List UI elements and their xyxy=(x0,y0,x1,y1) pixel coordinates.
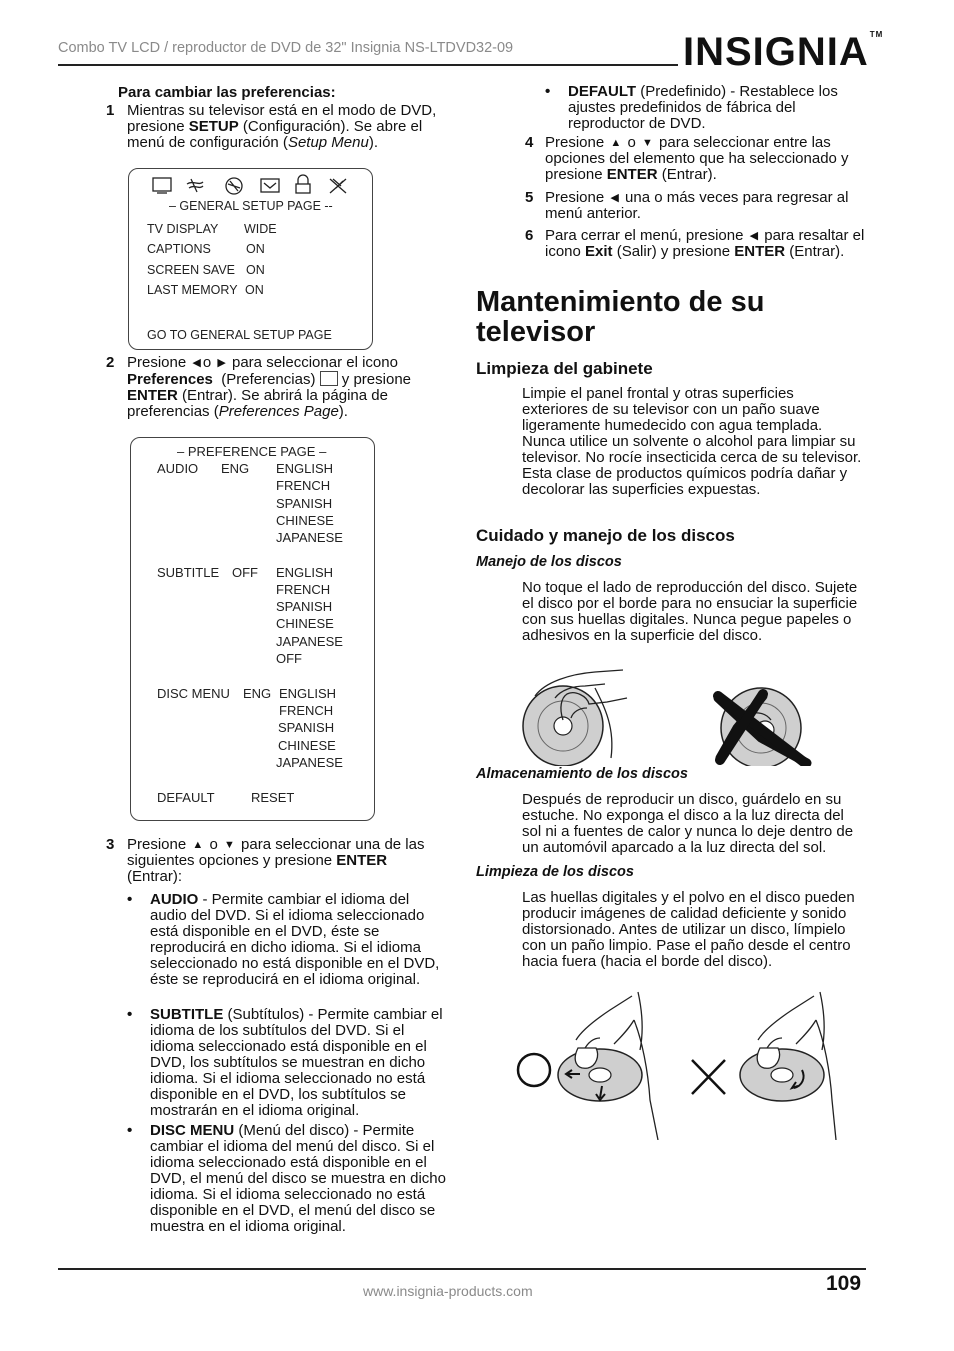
subsection-title: Cuidado y manejo de los discos xyxy=(476,526,735,545)
setup-row-label: CAPTIONS xyxy=(147,242,211,256)
default-label: DEFAULT xyxy=(157,790,215,805)
subtitle-option: CHINESE xyxy=(276,616,334,631)
preferences-icon xyxy=(320,371,338,386)
pref-menu-title: – PREFERENCE PAGE – xyxy=(177,444,327,459)
disc-menu-option: ENGLISH xyxy=(279,686,337,701)
audio-option: ENGLISH xyxy=(276,461,334,476)
disc-menu-option: FRENCH xyxy=(279,703,334,718)
sub-subsection-title: Almacenamiento de los discos xyxy=(476,766,688,782)
disc-menu-label: DISC MENU xyxy=(157,686,230,701)
setup-menu-icons xyxy=(147,174,352,198)
step-number: 3 xyxy=(106,836,115,853)
subtitle-value: OFF xyxy=(232,565,258,580)
step-number: 6 xyxy=(525,227,534,244)
step-number: 5 xyxy=(525,189,534,206)
bullet-text: AUDIO - Permite cambiar el idioma del audio del DVD. Si el idioma seleccionado está disponible en el DVD, éste se reproducirá en dicho idioma. Si el idioma seleccionado no está disponible en el DVD, éste se reproducirá en el idioma original. xyxy=(150,891,440,988)
left-arrow-icon: ◀ xyxy=(192,357,201,369)
footer-rule xyxy=(58,1268,866,1270)
page-number: 109 xyxy=(826,1272,862,1295)
setup-row-value: ON xyxy=(246,242,265,256)
step-text: Presione ◀ una o más veces para regresar al menú anterior. xyxy=(545,189,849,222)
preference-menu xyxy=(130,437,375,821)
disc-menu-option: JAPANESE xyxy=(276,755,343,770)
default-value: RESET xyxy=(251,790,295,805)
down-arrow-icon: ▼ xyxy=(641,137,653,149)
footer-url: www.insignia-products.com xyxy=(363,1283,533,1299)
step-number: 1 xyxy=(106,102,115,119)
audio-label: AUDIO xyxy=(157,461,199,476)
disc-cleaning-illustration xyxy=(510,990,840,1140)
audio-option: CHINESE xyxy=(276,513,334,528)
disc-menu-value: ENG xyxy=(243,686,272,701)
subtitle-option: SPANISH xyxy=(276,599,333,614)
disc-menu-option: SPANISH xyxy=(278,720,335,735)
paragraph: No toque el lado de reproducción del disco. Sujete el disco por el borde para no ensuciar la superficie con sus huellas digitales. Nunca pegue papeles o adhesivos en la superficie del disco. xyxy=(522,579,858,644)
header-rule xyxy=(58,64,678,66)
paragraph: Después de reproducir un disco, guárdelo en su estuche. No exponga el disco a la luz directa del sol ni a fuentes de calor y nunca lo deje dentro de un automóvil aparcado a la luz directa del sol. xyxy=(522,791,854,856)
right-arrow-icon: ▶ xyxy=(217,357,226,369)
setup-row-value: WIDE xyxy=(244,222,277,236)
bullet-text: SUBTITLE (Subtítulos) - Permite cambiar el idioma de los subtítulos del DVD. Si el idioma seleccionado está disponible en el DVD, los subtítulos se muestran en dicho idioma. Si el idioma seleccionado no está disponible en el DVD, los subtítulos se mostrarán en el idioma original. xyxy=(150,1006,443,1119)
up-arrow-icon: ▲ xyxy=(192,839,204,851)
setup-row-label: LAST MEMORY xyxy=(147,283,238,297)
sub-subsection-title: Manejo de los discos xyxy=(476,554,622,570)
step-text: Mientras su televisor está en el modo de DVD, presione SETUP (Configuración). Se abre el menú de configuración (Setup Menu). xyxy=(127,102,437,151)
general-setup-menu xyxy=(128,168,373,350)
bullet-text: DEFAULT (Predefinido) - Restablece los ajustes predefinidos de fábrica del reproductor de DVD. xyxy=(568,83,838,132)
paragraph: Limpie el panel frontal y otras superficies exteriores de su televisor con un paño suave ligeramente humedecido con agua templada. Nunca utilice un solvente o alcohol para limpiar su televisor. No rocíe insecticida cerca de su televisor. Esta clase de productos químicos podría dañar y decolorar las superficies expuestas. xyxy=(522,385,862,498)
left-arrow-icon: ◀ xyxy=(749,230,759,242)
subtitle-label: SUBTITLE xyxy=(157,565,220,580)
subtitle-option: ENGLISH xyxy=(276,565,334,580)
audio-option: SPANISH xyxy=(276,496,333,511)
setup-row-label: TV DISPLAY xyxy=(147,222,219,236)
subtitle-option: OFF xyxy=(276,651,302,666)
up-arrow-icon: ▲ xyxy=(610,137,622,149)
bullet-text: DISC MENU (Menú del disco) - Permite cambiar el idioma del menú del disco. Si el idioma seleccionado está disponible en el DVD, el menú del disco se muestra en dicho idioma. Si el idioma seleccionado no está disponible en el DVD, el menú del disco se muestra en el idioma original. xyxy=(150,1122,446,1235)
step-text: Presione ▲ o ▼ para seleccionar entre las opciones del elemento que ha seleccionado y presione ENTER (Entrar). xyxy=(545,134,849,183)
down-arrow-icon: ▼ xyxy=(223,839,235,851)
sub-subsection-title: Limpieza de los discos xyxy=(476,864,634,880)
subtitle-option: JAPANESE xyxy=(276,634,343,649)
setup-row-value: ON xyxy=(245,283,264,297)
disc-handling-illustration xyxy=(515,668,815,766)
setup-menu-footer: GO TO GENERAL SETUP PAGE xyxy=(147,328,332,342)
setup-row-label: SCREEN SAVE xyxy=(147,263,235,277)
setup-menu-title: – GENERAL SETUP PAGE -- xyxy=(169,199,333,213)
audio-option: JAPANESE xyxy=(276,530,343,545)
running-header: Combo TV LCD / reproductor de DVD de 32" Insignia NS-LTDVD32-09 xyxy=(58,40,514,56)
step-text: Presione ◀ o ▶ para seleccionar el icono Preferences (Preferencias) y presione ENTER (Entrar). Se abrirá la página de preferencias (Preferences Page). xyxy=(127,354,412,420)
left-arrow-icon: ◀ xyxy=(610,192,619,204)
step-number: 2 xyxy=(106,354,115,371)
disc-menu-option: CHINESE xyxy=(278,738,336,753)
step-number: 4 xyxy=(525,134,534,151)
paragraph: Las huellas digitales y el polvo en el disco pueden producir imágenes de calidad deficiente y sonido distorsionado. Antes de utilizar un disco, límpielo con un paño limpio. Pase el paño desde el centro hacia fuera (hacia el borde del disco). xyxy=(522,889,855,970)
main-section-title: Mantenimiento de su televisor xyxy=(476,286,765,348)
section-heading: Para cambiar las preferencias: xyxy=(118,84,336,101)
subsection-title: Limpieza del gabinete xyxy=(476,359,653,378)
setup-row-value: ON xyxy=(246,263,265,277)
audio-option: FRENCH xyxy=(276,478,331,493)
insignia-logo: INSIGNIA™ xyxy=(683,30,884,74)
step-text: Presione ▲ o ▼ para seleccionar una de las siguientes opciones y presione ENTER (Entrar): xyxy=(127,836,425,885)
step-text: Para cerrar el menú, presione ◀ para resaltar el icono Exit (Salir) y presione ENTER (Entrar). xyxy=(545,227,865,260)
audio-value: ENG xyxy=(221,461,250,476)
subtitle-option: FRENCH xyxy=(276,582,331,597)
